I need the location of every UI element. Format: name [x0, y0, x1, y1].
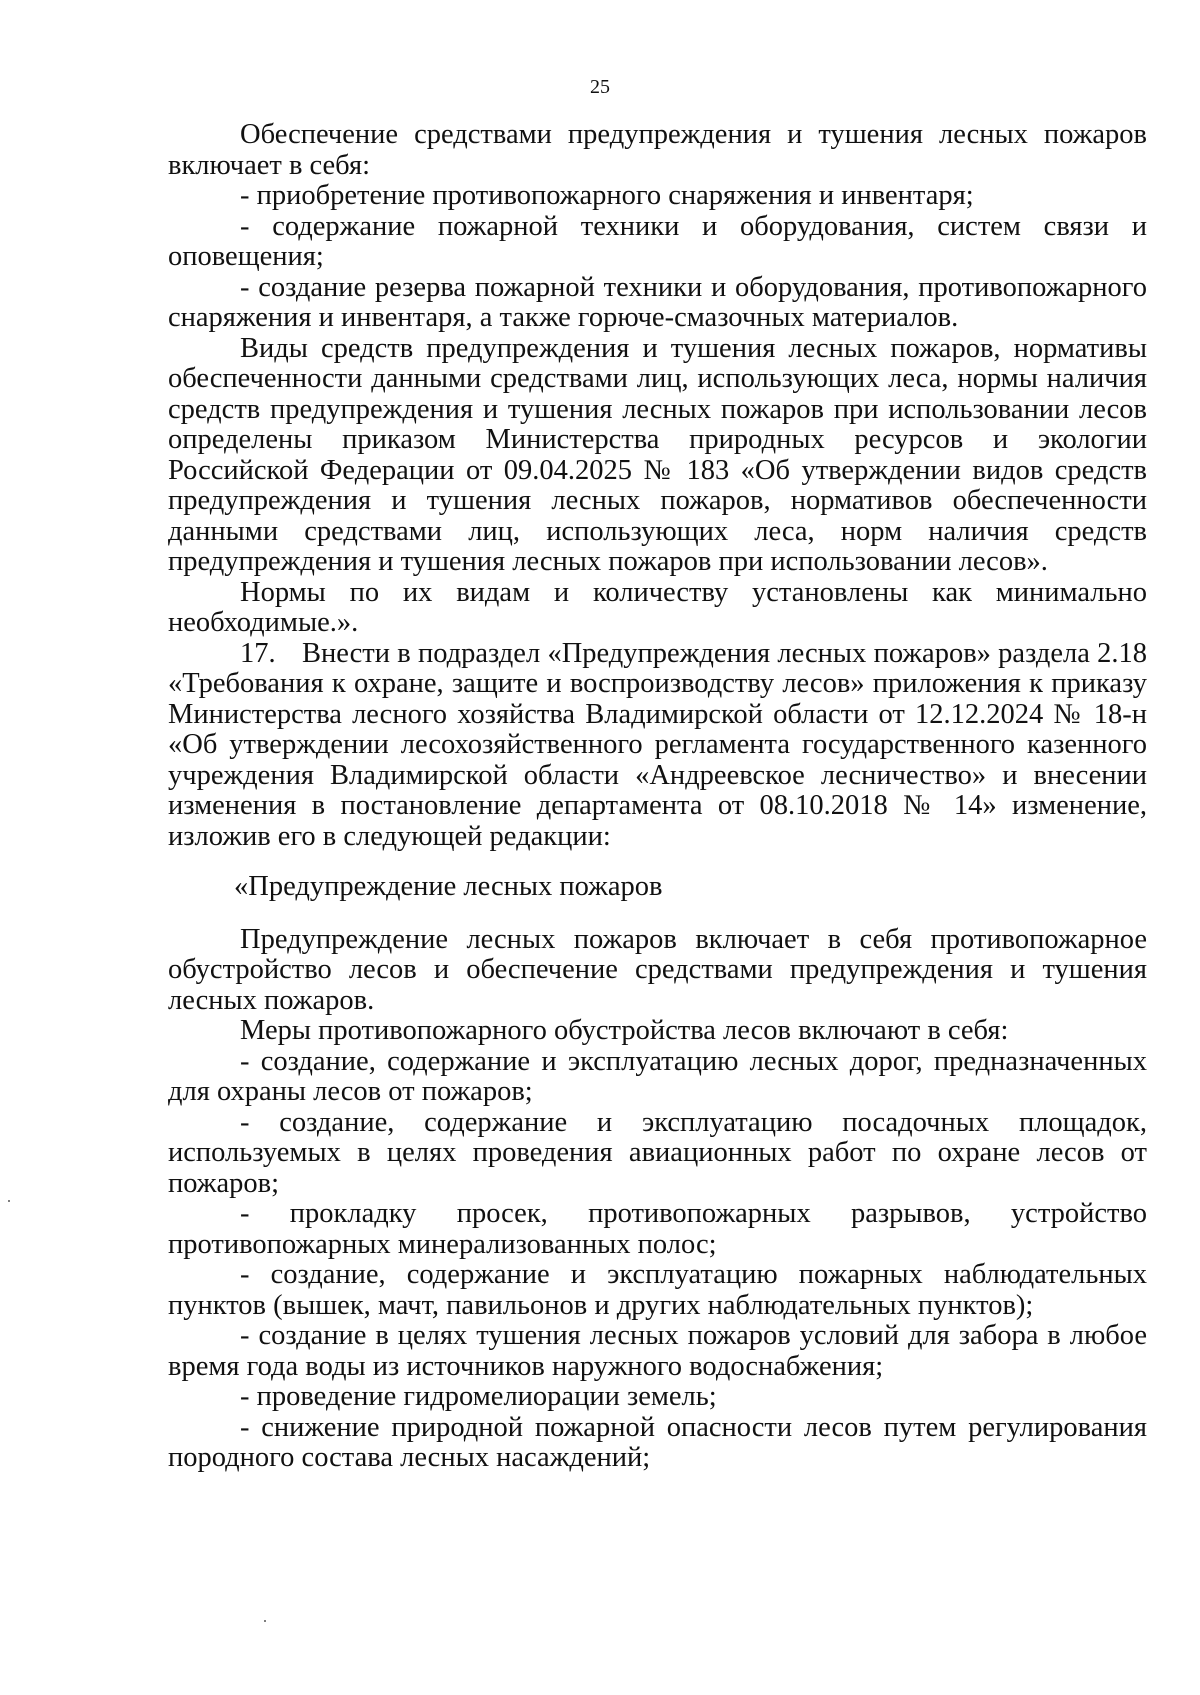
- scan-speck: [8, 1200, 10, 1202]
- list-item: - создание в целях тушения лесных пожаров условий для забора в любое время года воды из источников наружного водоснабжения;: [168, 1320, 1147, 1382]
- list-item: - снижение природной пожарной опасности лесов путем регулирования породного состава лесных насаждений;: [168, 1411, 1147, 1473]
- list-item: - создание, содержание и эксплуатацию посадочных площадок, используемых в целях проведения авиационных работ по охране лесов от пожаров;: [168, 1106, 1147, 1199]
- list-item: - проведение гидромелиорации земель;: [240, 1381, 717, 1412]
- paragraph-provision-intro: Обеспечение средствами предупреждения и тушения лесных пожаров включает в себя:: [168, 119, 1147, 181]
- paragraph-measures-intro: Меры противопожарного обустройства лесов включают в себя:: [240, 1015, 1009, 1046]
- list-item: - приобретение противопожарного снаряжения и инвентаря;: [240, 180, 974, 211]
- page-number: 25: [590, 76, 610, 98]
- list-item: - создание резерва пожарной техники и оборудования, противопожарного снаряжения и инвентаря, а также горюче-смазочных материалов.: [168, 271, 1147, 333]
- list-item: - содержание пожарной техники и оборудования, систем связи и оповещения;: [168, 210, 1147, 272]
- section-heading: «Предупреждение лесных пожаров: [234, 871, 663, 902]
- paragraph-types-of-means: Виды средств предупреждения и тушения лесных пожаров, нормативы обеспеченности данными средствами лиц, использующих леса, нормы наличия средств предупреждения и тушения лесных пожаров при использовании лесов определены приказом Министерства природных ресурсов и экологии Российской Федерации от 09.04.2025 № 183 «Об утверждении видов средств предупреждения и тушения лесных пожаров, нормативов обеспеченности данными средствами лиц, использующих леса, норм наличия средств предупреждения и тушения лесных пожаров при использовании лесов».: [168, 332, 1147, 577]
- list-item: - прокладку просек, противопожарных разрывов, устройство противопожарных минерализованных полос;: [168, 1198, 1147, 1260]
- list-item: - создание, содержание и эксплуатацию лесных дорог, предназначенных для охраны лесов от пожаров;: [168, 1045, 1147, 1107]
- item-17-text: Внести в подраздел «Предупреждения лесных пожаров» раздела 2.18 «Требования к охране, защите и воспроизводству лесов» приложения к приказу Министерства лесного хозяйства Владимирской области от 12.12.2024 № 18-н «Об утверждении лесохозяйственного регламента государственного казенного учреждения Владимирской области «Андреевское лесничество» и внесении изменения в постановление департамента от 08.10.2018 № 14» изменение, изложив его в следующей редакции:: [168, 637, 1147, 852]
- paragraph-item-17: [168, 639, 1147, 853]
- paragraph-prevention-intro: Предупреждение лесных пожаров включает в себя противопожарное обустройство лесов и обеспечение средствами предупреждения и тушения лесных пожаров.: [168, 923, 1147, 1016]
- scan-speck: [264, 1620, 266, 1622]
- document-body: [168, 120, 1147, 1474]
- item-number: 17.: [240, 637, 276, 669]
- paragraph-norms: Нормы по их видам и количеству установлены как минимально необходимые.».: [168, 576, 1147, 638]
- list-item: - создание, содержание и эксплуатацию пожарных наблюдательных пунктов (вышек, мачт, павильонов и других наблюдательных пунктов);: [168, 1259, 1147, 1321]
